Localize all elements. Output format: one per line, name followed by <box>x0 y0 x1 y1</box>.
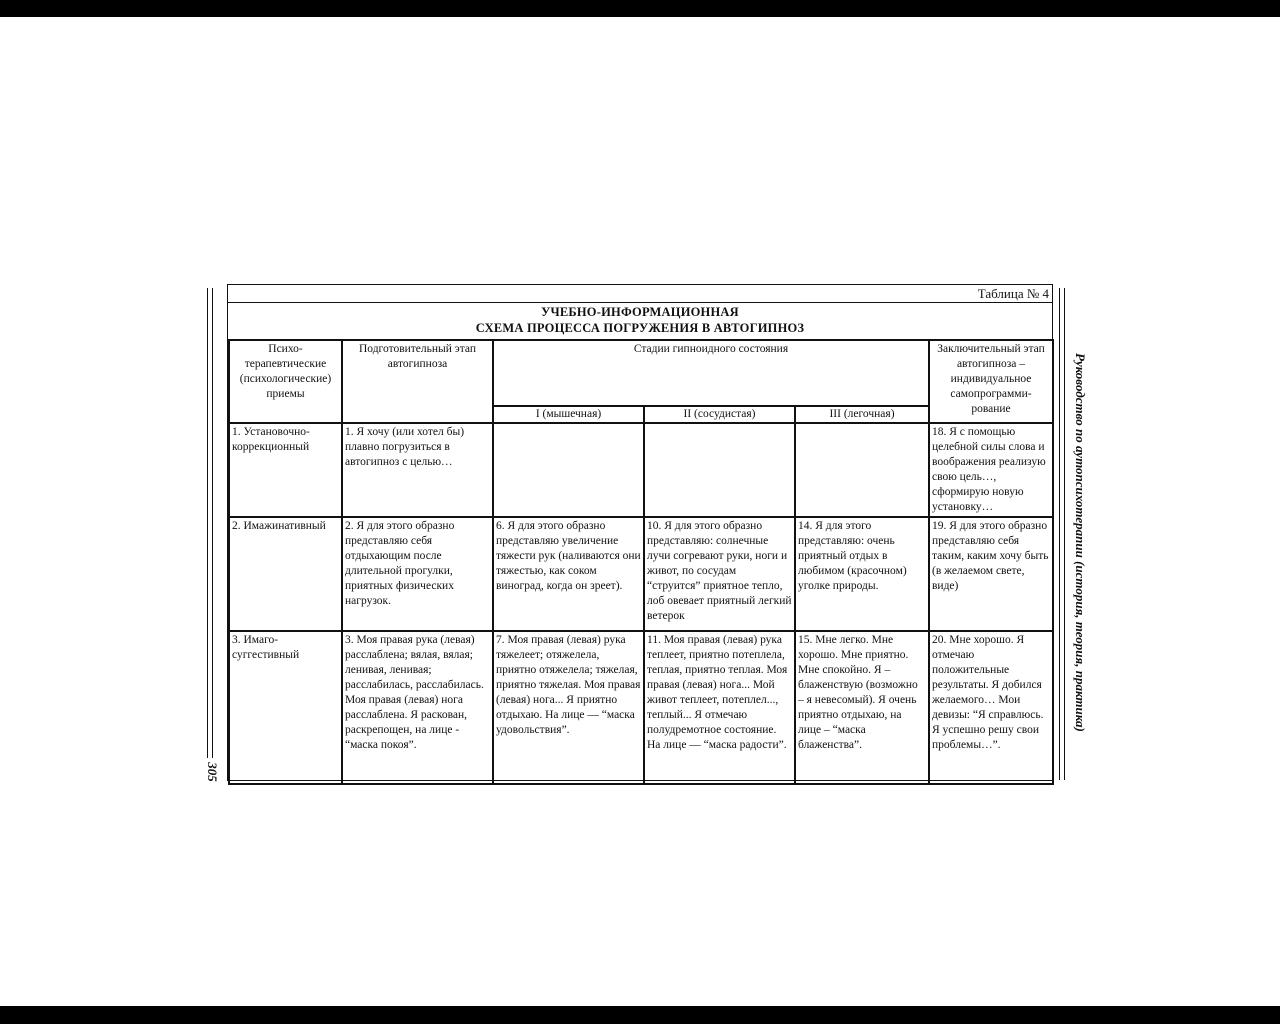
cell-stage-3: 14. Я для этого представляю: очень приятный отдых в любимом (красочном) уголке природы. <box>795 517 929 631</box>
cell-stage-1: 6. Я для этого образно представляю увеличение тяжести рук (наливаются они тяжестью, как соком виноград, когда он зреет). <box>493 517 644 631</box>
cell-prep: 2. Я для этого образно представляю себя отдыхающим после длительной прогулки, приятных физических нагрузок. <box>342 517 493 631</box>
left-margin-rule <box>207 288 208 758</box>
cell-stage-3 <box>795 423 929 517</box>
cell-prep: 1. Я хочу (или хотел бы) плавно погрузиться в автогипноз с целью… <box>342 423 493 517</box>
table-title <box>227 304 1053 336</box>
table-title-line1: УЧЕБНО-ИНФОРМАЦИОННАЯ <box>541 305 739 319</box>
header-row <box>229 340 1053 406</box>
cell-stage-2: 10. Я для этого образно представляю: солнечные лучи согревают руки, ноги и живот, по сосудам “струится” приятное тепло, лоб овевает приятный легкий ветерок <box>644 517 795 631</box>
header-stage-2: II (сосудистая) <box>644 406 795 423</box>
title-divider <box>228 302 1052 303</box>
left-margin-rule <box>212 288 213 758</box>
page-number: 305 <box>205 762 220 782</box>
cell-method: 1. Установочно-коррекционный <box>229 423 342 517</box>
cell-prep: 3. Моя правая рука (левая) расслаблена; вялая, вялая; ленивая, ленивая; расслабилась, расслабилась. Моя правая (левая) нога расслаблена. Я раскован, раскрепощен, на лице - “маска покоя”. <box>342 631 493 784</box>
table-row <box>229 517 1053 631</box>
cell-stage-1: 7. Моя правая (левая) рука тяжелеет; отяжелела, приятно отяжелела; тяжелая, приятно тяжелая. Моя правая (левая) нога... Я приятно отдыхаю. На лице — “маска удовольствия”. <box>493 631 644 784</box>
top-black-bar <box>0 0 1280 17</box>
cell-stage-3: 15. Мне легко. Мне хорошо. Мне приятно. Мне спокойно. Я – блаженствую (возможно – я невесомый). Я очень приятно отдыхаю, на лице – “маска блаженства”. <box>795 631 929 784</box>
cell-method: 2. Имажинативный <box>229 517 342 631</box>
right-margin-rule <box>1064 288 1065 780</box>
cell-stage-2 <box>644 423 795 517</box>
header-stages: Стадии гипноидного состояния <box>493 340 929 406</box>
table-row <box>229 423 1053 517</box>
header-final: Заключительный этап автогипноза – индивидуальное самопрограмми-рование <box>929 340 1053 423</box>
cell-final: 18. Я с помощью целебной силы слова и воображения реализую свою цель…, сформирую новую установку… <box>929 423 1053 517</box>
header-preparatory: Подготовительный этап автогипноза <box>342 340 493 423</box>
cell-stage-2: 11. Моя правая (левая) рука теплеет, приятно потеплела, теплая, приятно теплая. Моя правая (левая) нога... Мой живот теплеет, потеплел..., теплый... Я отмечаю полудремотное состояние. На лице — “маска радости”. <box>644 631 795 784</box>
table-title-line2: СХЕМА ПРОЦЕССА ПОГРУЖЕНИЯ В АВТОГИПНОЗ <box>475 321 805 335</box>
cell-method: 3. Имаго-суггестивный <box>229 631 342 784</box>
cell-final: 20. Мне хорошо. Я отмечаю положительные результаты. Я добился желаемого… Мои девизы: “Я справлюсь. Я успешно решу свои проблемы…”. <box>929 631 1053 784</box>
bottom-black-bar <box>0 1006 1280 1024</box>
running-head: Руководство по аутопсихотерапии (история, теория, практика) <box>1073 353 1088 732</box>
cell-final: 19. Я для этого образно представляю себя таким, каким хочу быть (в желаемом свете, виде) <box>929 517 1053 631</box>
cell-stage-1 <box>493 423 644 517</box>
table-number: Таблица № 4 <box>977 286 1049 301</box>
header-stage-1: I (мышечная) <box>493 406 644 423</box>
header-stage-3: III (легочная) <box>795 406 929 423</box>
right-margin-rule <box>1059 288 1060 780</box>
table-row <box>229 631 1053 784</box>
scheme-table <box>228 339 1054 785</box>
header-methods: Психо-терапевтические (психологические) приемы <box>229 340 342 423</box>
